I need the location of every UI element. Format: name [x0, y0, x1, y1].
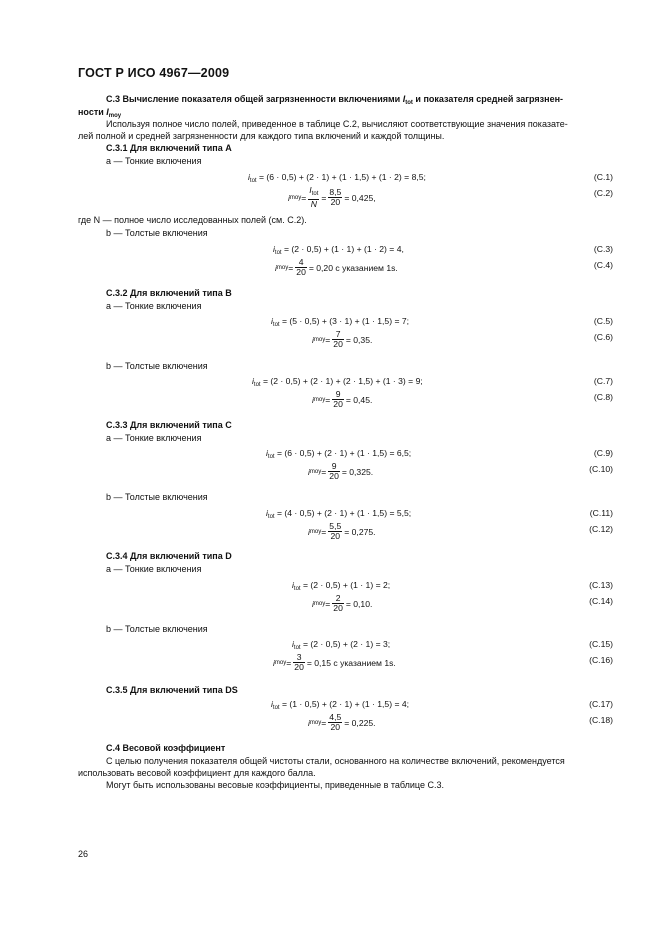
equation-c13: $i_{tot} = (2 \cdot 0,5) + (1 \cdot 1) = 2$;	[292, 580, 391, 592]
equation-c9: $i_{tot} = (6 \cdot 0,5) + (2 \cdot 1) + (1 \cdot 1,5) = 6,5$;	[266, 448, 412, 460]
equation-number-c6: (С.6)	[593, 332, 613, 342]
equation-number-c14: (С.14)	[589, 596, 613, 606]
section-c35-heading: С.3.5 Для включений типа DS	[106, 685, 238, 695]
equation-number-c3: (С.3)	[593, 244, 613, 254]
equation-number-c15: (С.15)	[589, 639, 613, 649]
c3-paragraph-line1: Используя полное число полей, приведенное в таблице С.2, вычисляют соответствующие значения показате-	[106, 119, 568, 129]
equation-number-c7: (С.7)	[593, 376, 613, 386]
equation-number-c5: (С.5)	[593, 316, 613, 326]
equation-c6: i moy = $\frac{7}{20}$ = 0,35.	[312, 329, 373, 349]
equation-number-c12: (С.12)	[589, 524, 613, 534]
equation-c17: $i_{tot} = (1 \cdot 0,5) + (2 \cdot 1) + (1 \cdot 1,5) = 4$;	[271, 699, 410, 711]
section-c3-heading: С.3 Вычисление показателя общей загрязненности включениями $I_{tot}$ и показателя средней загрязнен-	[106, 94, 564, 106]
equation-c10: i moy = $\frac{9}{20}$ = 0,325.	[308, 461, 374, 481]
section-c3-heading-cont: ности $I_{moy}$	[78, 107, 122, 119]
label-thin-a: а — Тонкие включения	[106, 156, 202, 166]
equation-c11: $i_{tot} = (4 \cdot 0,5) + (2 \cdot 1) + (1 \cdot 1,5) = 5,5$;	[266, 508, 412, 520]
equation-c7: $i_{tot} = (2 \cdot 0,5) + (2 \cdot 1) + (2 \cdot 1,5) + (1 \cdot 3) = 9$;	[252, 376, 423, 388]
c4-paragraph-line1: С целью получения показателя общей чистоты стали, основанного на количестве включений, рекомендуется	[106, 756, 565, 766]
section-c34-heading: С.3.4 Для включений типа D	[106, 551, 232, 561]
page-header: ГОСТ Р ИСО 4967—2009	[78, 66, 230, 80]
label-thick-a: b — Толстые включения	[106, 228, 208, 238]
equation-number-c10: (С.10)	[589, 464, 613, 474]
section-c4-heading: С.4 Весовой коэффициент	[106, 743, 226, 753]
c4-paragraph-line3: Могут быть использованы весовые коэффициенты, приведенные в таблице С.3.	[106, 780, 444, 790]
equation-c3: $i_{tot} = (2 \cdot 0,5) + (1 \cdot 1) + (1 \cdot 2) = 4$,	[273, 244, 404, 256]
label-thin-c: а — Тонкие включения	[106, 433, 202, 443]
where-n-note: где N — полное число исследованных полей (см. С.2).	[78, 215, 307, 225]
equation-number-c4: (С.4)	[593, 260, 613, 270]
equation-c8: i moy = $\frac{9}{20}$ = 0,45.	[312, 389, 373, 409]
equation-number-c17: (С.17)	[589, 699, 613, 709]
c3-paragraph-line2: лей полной и средней загрязненности для каждого типа включений и каждой толщины.	[78, 131, 445, 141]
equation-c4: i moy = $\frac{4}{20}$ = 0,20 с указанием 1s.	[275, 257, 398, 277]
equation-number-c11: (С.11)	[589, 508, 613, 518]
equation-c14: i moy = $\frac{2}{20}$ = 0,10.	[312, 593, 373, 613]
equation-c1: $i_{tot} = (6 \cdot 0,5) + (2 \cdot 1) + (1 \cdot 1,5) + (1 \cdot 2) = 8,5$;	[248, 172, 426, 184]
label-thin-b: а — Тонкие включения	[106, 301, 202, 311]
equation-c12: i moy = $\frac{5,5}{20}$ = 0,275.	[308, 521, 376, 541]
section-c32-heading: С.3.2 Для включений типа В	[106, 288, 232, 298]
c4-paragraph-line2: использовать весовой коэффициент для каждого балла.	[78, 768, 316, 778]
section-c33-heading: С.3.3 Для включений типа С	[106, 420, 232, 430]
equation-number-c1: (С.1)	[593, 172, 613, 182]
label-thin-d: а — Тонкие включения	[106, 564, 202, 574]
equation-number-c2: (С.2)	[593, 188, 613, 198]
label-thick-c: b — Толстые включения	[106, 492, 208, 502]
equation-c16: i moy = $\frac{3}{20}$ = 0,15 с указанием 1s.	[273, 652, 396, 672]
equation-c18: i moy = $\frac{4,5}{20}$ = 0,225.	[308, 712, 376, 732]
equation-number-c13: (С.13)	[589, 580, 613, 590]
equation-number-c16: (С.16)	[589, 655, 613, 665]
equation-c5: $i_{tot} = (5 \cdot 0,5) + (3 \cdot 1) + (1 \cdot 1,5) = 7$;	[271, 316, 410, 328]
equation-number-c9: (С.9)	[593, 448, 613, 458]
section-c31-heading: С.3.1 Для включений типа А	[106, 143, 232, 153]
label-thick-d: b — Толстые включения	[106, 624, 208, 634]
equation-c2: i moy = $\frac{I_{tot}}{N}$ = $\frac{8,5}{20}$ = 0,425,	[288, 185, 376, 209]
equation-number-c8: (С.8)	[593, 392, 613, 402]
equation-number-c18: (С.18)	[589, 715, 613, 725]
page-number: 26	[78, 849, 89, 859]
equation-c15: $i_{tot} = (2 \cdot 0,5) + (2 \cdot 1) = 3$;	[292, 639, 391, 651]
label-thick-b: b — Толстые включения	[106, 361, 208, 371]
